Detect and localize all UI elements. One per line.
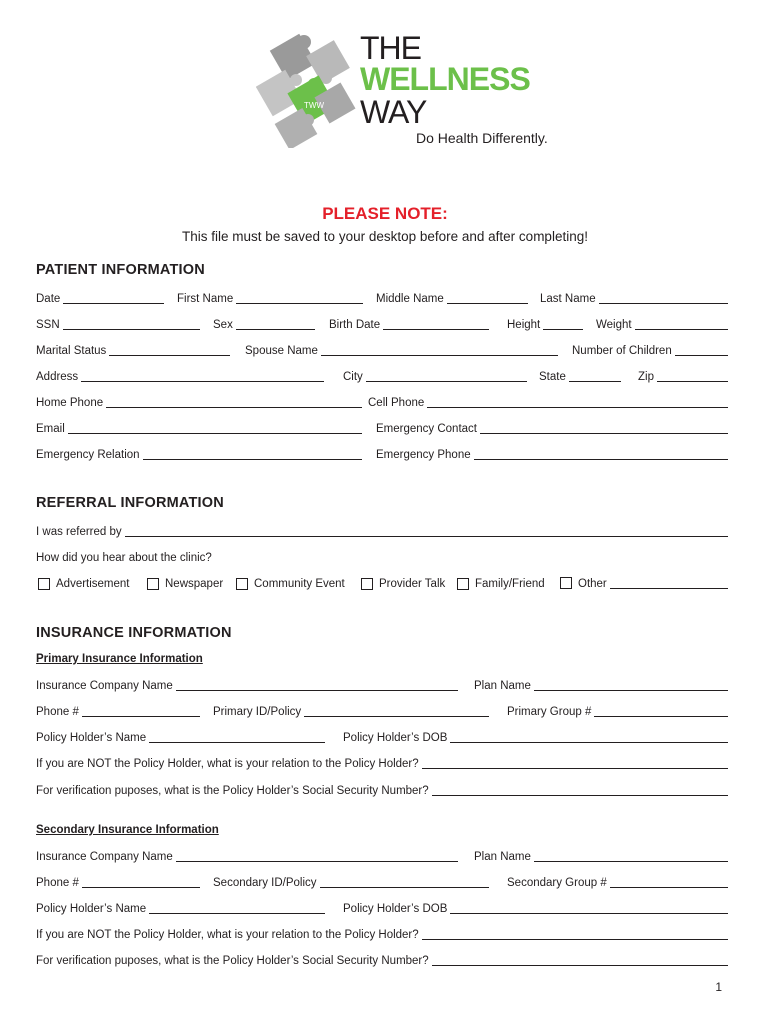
other-label: Other: [578, 578, 607, 590]
holder-name-label: Policy Holder’s Name: [36, 903, 147, 915]
checkbox-icon: [38, 578, 50, 590]
secondary-plan-name-field[interactable]: [474, 849, 728, 865]
state-label: State: [539, 371, 566, 383]
phone-label: Phone #: [36, 877, 79, 889]
secondary-row-5: [36, 953, 728, 969]
sex-field[interactable]: [213, 317, 315, 333]
how-heard-label: How did you hear about the clinic?: [36, 552, 212, 564]
secondary-row-1: [36, 849, 728, 865]
secondary-id-policy-field[interactable]: [213, 875, 489, 891]
advertisement-label: Advertisement: [56, 578, 130, 590]
weight-field[interactable]: [596, 317, 728, 333]
referral-options: [36, 576, 728, 592]
patient-row-4: [36, 369, 728, 385]
home-phone-field[interactable]: [36, 395, 362, 411]
first-name-field[interactable]: [177, 291, 363, 307]
referral-heading: REFERRAL INFORMATION: [36, 495, 224, 511]
referred-by-label: I was referred by: [36, 526, 122, 538]
patient-row-3: [36, 343, 728, 359]
birth-date-label: Birth Date: [329, 319, 381, 331]
logo-word-wellness: WELLNESS: [360, 61, 530, 97]
referral-row-2: [36, 550, 728, 566]
spouse-name-field[interactable]: [245, 343, 558, 359]
city-label: City: [343, 371, 363, 383]
holder-name-label: Policy Holder’s Name: [36, 732, 147, 744]
primary-row-4: [36, 756, 728, 772]
note-subtitle: This file must be saved to your desktop before and after completing!: [182, 229, 588, 244]
checkbox-icon: [147, 578, 159, 590]
first-name-label: First Name: [177, 293, 234, 305]
home-phone-label: Home Phone: [36, 397, 104, 409]
family-friend-label: Family/Friend: [475, 578, 545, 590]
emergency-phone-label: Emergency Phone: [376, 449, 471, 461]
secondary-row-2: [36, 875, 728, 891]
primary-holder-name-field[interactable]: [36, 730, 325, 746]
patient-row-2: [36, 317, 728, 333]
ssn-question-label: For verification puposes, what is the Policy Holder’s Social Security Number?: [36, 785, 429, 797]
last-name-label: Last Name: [540, 293, 596, 305]
insurance-heading: INSURANCE INFORMATION: [36, 625, 232, 641]
zip-label: Zip: [638, 371, 654, 383]
checkbox-family-friend[interactable]: [457, 576, 545, 592]
emergency-contact-label: Emergency Contact: [376, 423, 477, 435]
weight-label: Weight: [596, 319, 632, 331]
patient-row-6: [36, 421, 728, 437]
secondary-group-field[interactable]: [507, 875, 728, 891]
ssn-label: SSN: [36, 319, 60, 331]
secondary-phone-field[interactable]: [36, 875, 200, 891]
primary-phone-field[interactable]: [36, 704, 200, 720]
svg-text:TWW: TWW: [304, 101, 324, 110]
relation-question-label: If you are NOT the Policy Holder, what is your relation to the Policy Holder?: [36, 758, 419, 770]
secondary-holder-ssn-field[interactable]: [36, 953, 728, 969]
primary-id-label: Primary ID/Policy: [213, 706, 302, 718]
state-field[interactable]: [539, 369, 621, 385]
patient-heading: PATIENT INFORMATION: [36, 262, 205, 278]
primary-plan-name-field[interactable]: [474, 678, 728, 694]
referred-by-field[interactable]: [36, 524, 728, 540]
address-label: Address: [36, 371, 79, 383]
number-of-children-label: Number of Children: [572, 345, 672, 357]
referral-row-1: [36, 524, 728, 540]
provider-talk-label: Provider Talk: [379, 578, 446, 590]
puzzle-icon: [256, 28, 356, 148]
patient-row-1: [36, 291, 728, 307]
plan-name-label: Plan Name: [474, 851, 531, 863]
emergency-phone-field[interactable]: [376, 447, 728, 463]
sex-label: Sex: [213, 319, 233, 331]
checkbox-advertisement[interactable]: [38, 576, 130, 592]
primary-holder-ssn-field[interactable]: [36, 783, 728, 799]
primary-holder-dob-field[interactable]: [343, 730, 728, 746]
number-of-children-field[interactable]: [572, 343, 728, 359]
logo-tagline: Do Health Differently.: [416, 130, 548, 146]
date-field[interactable]: [36, 291, 164, 307]
newspaper-label: Newspaper: [165, 578, 224, 590]
checkbox-newspaper[interactable]: [147, 576, 223, 592]
primary-company-name-field[interactable]: [36, 678, 458, 694]
secondary-holder-dob-field[interactable]: [343, 901, 728, 917]
zip-field[interactable]: [638, 369, 728, 385]
emergency-contact-field[interactable]: [376, 421, 728, 437]
date-label: Date: [36, 293, 61, 305]
ssn-field[interactable]: [36, 317, 200, 333]
ssn-question-label: For verification puposes, what is the Policy Holder’s Social Security Number?: [36, 955, 429, 967]
email-label: Email: [36, 423, 65, 435]
secondary-id-label: Secondary ID/Policy: [213, 877, 317, 889]
patient-row-7: [36, 447, 728, 463]
secondary-holder-name-field[interactable]: [36, 901, 325, 917]
spouse-name-label: Spouse Name: [245, 345, 318, 357]
secondary-insurance-heading: Secondary Insurance Information: [36, 824, 219, 836]
city-field[interactable]: [343, 369, 527, 385]
middle-name-field[interactable]: [376, 291, 528, 307]
phone-label: Phone #: [36, 706, 79, 718]
middle-name-label: Middle Name: [376, 293, 444, 305]
wellness-way-logo: [256, 28, 576, 156]
cell-phone-field[interactable]: [368, 395, 728, 411]
relation-question-label: If you are NOT the Policy Holder, what is your relation to the Policy Holder?: [36, 929, 419, 941]
primary-group-field[interactable]: [507, 704, 728, 720]
primary-row-1: [36, 678, 728, 694]
primary-insurance-heading: Primary Insurance Information: [36, 653, 203, 665]
cell-phone-label: Cell Phone: [368, 397, 425, 409]
address-field[interactable]: [36, 369, 324, 385]
primary-id-policy-field[interactable]: [213, 704, 489, 720]
primary-row-5: [36, 783, 728, 799]
last-name-field[interactable]: [540, 291, 728, 307]
emergency-relation-field[interactable]: [36, 447, 362, 463]
primary-row-3: [36, 730, 728, 746]
secondary-relation-field[interactable]: [36, 927, 728, 943]
holder-dob-label: Policy Holder’s DOB: [343, 732, 448, 744]
checkbox-icon: [560, 577, 572, 589]
emergency-relation-label: Emergency Relation: [36, 449, 140, 461]
how-heard-question: [36, 550, 728, 566]
birth-date-field[interactable]: [329, 317, 489, 333]
primary-row-2: [36, 704, 728, 720]
checkbox-other[interactable]: [560, 576, 728, 592]
marital-status-label: Marital Status: [36, 345, 107, 357]
primary-group-label: Primary Group #: [507, 706, 592, 718]
secondary-row-3: [36, 901, 728, 917]
company-name-label: Insurance Company Name: [36, 851, 173, 863]
primary-relation-field[interactable]: [36, 756, 728, 772]
logo-word-way: WAY: [360, 94, 427, 130]
checkbox-provider-talk[interactable]: [361, 576, 445, 592]
secondary-row-4: [36, 927, 728, 943]
holder-dob-label: Policy Holder’s DOB: [343, 903, 448, 915]
secondary-company-name-field[interactable]: [36, 849, 458, 865]
height-field[interactable]: [507, 317, 583, 333]
checkbox-icon: [457, 578, 469, 590]
checkbox-icon: [361, 578, 373, 590]
community-event-label: Community Event: [254, 578, 345, 590]
page-number: 1: [715, 980, 722, 994]
patient-row-5: [36, 395, 728, 411]
logo-word-the: THE: [360, 30, 421, 66]
company-name-label: Insurance Company Name: [36, 680, 173, 692]
note-title: PLEASE NOTE:: [322, 204, 448, 223]
plan-name-label: Plan Name: [474, 680, 531, 692]
email-field[interactable]: [36, 421, 362, 437]
marital-status-field[interactable]: [36, 343, 230, 359]
checkbox-icon: [236, 578, 248, 590]
secondary-group-label: Secondary Group #: [507, 877, 607, 889]
checkbox-community-event[interactable]: [236, 576, 345, 592]
height-label: Height: [507, 319, 541, 331]
